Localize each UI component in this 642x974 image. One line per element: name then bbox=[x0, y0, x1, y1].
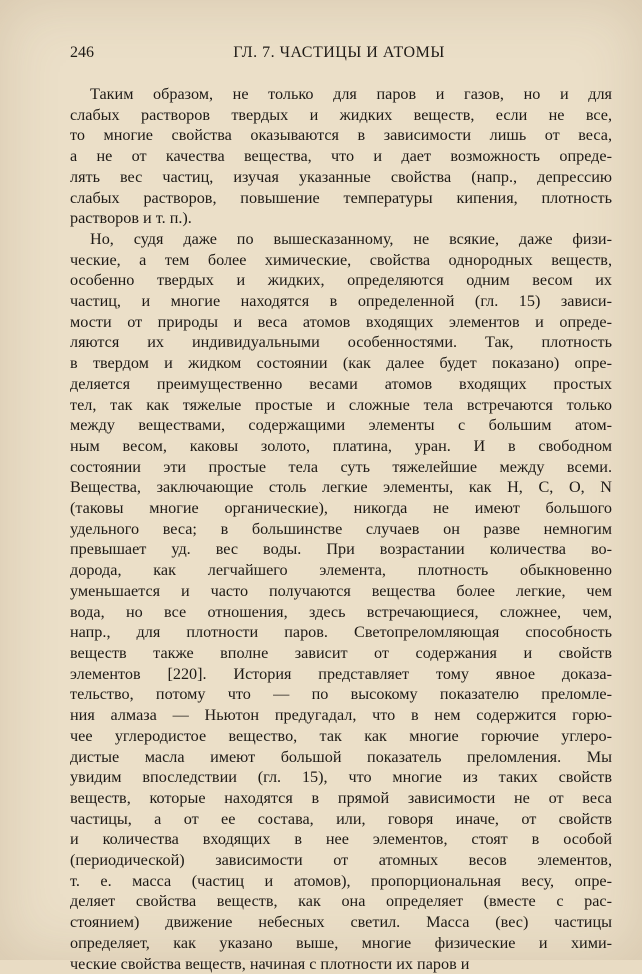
text-line: стоянием) движение небесных светил. Масса (вес) частицы bbox=[70, 913, 612, 932]
text-line: ния алмаза — Ньютон предугадал, что в нем содержится горю- bbox=[70, 706, 612, 725]
running-head: ГЛ. 7. ЧАСТИЦЫ И АТОМЫ bbox=[233, 44, 445, 61]
text-line: увидим впоследствии (гл. 15), что многие из таких свойств bbox=[70, 768, 612, 787]
text-line: а не от качества вещества, что и дает возможность опреде- bbox=[70, 147, 612, 166]
text-line: частиц, и многие находятся в определенной (гл. 15) зависи- bbox=[70, 292, 612, 311]
text-line: особенно твердых и жидких, определяются одним весом их bbox=[70, 271, 612, 290]
text-line: Но, судя даже по вышесказанному, не всякие, даже физи- bbox=[90, 229, 612, 248]
text-line: напр., для плотности паров. Светопреломляющая способность bbox=[70, 623, 612, 642]
text-line: в твердом и жидком состоянии (как далее будет показано) опре- bbox=[70, 354, 612, 373]
text-line: ляются их индивидуальными особенностями. Так, плотность bbox=[70, 333, 612, 352]
text-line: т. е. масса (частиц и атомов), пропорциональная весу, опре- bbox=[70, 871, 612, 890]
text-line: чее углеродистое вещество, так как многие горючие углеро- bbox=[70, 726, 612, 745]
text-line: растворов и т. п.). bbox=[70, 209, 192, 228]
text-line: мости от природы и веса атомов входящих элементов и опреде- bbox=[70, 312, 612, 331]
page-header bbox=[70, 44, 608, 68]
text-line: элементов [220]. История представляет тому явное доказа- bbox=[70, 664, 612, 683]
text-line: тельство, потому что — по высокому показателю преломле- bbox=[70, 685, 612, 704]
text-line: вода, но все отношения, здесь встречающиеся, сложнее, чем, bbox=[70, 602, 612, 621]
text-line: дорода, как легчайшего элемента, плотность обыкновенно bbox=[70, 561, 612, 580]
text-line: то многие свойства оказываются в зависимости лишь от веса, bbox=[70, 126, 612, 145]
text-line: слабых растворов твердых и жидких веществ, если не все, bbox=[70, 105, 612, 124]
text-line: (таковы многие органические), никогда не имеют большого bbox=[70, 499, 612, 518]
text-line: тел, так как тяжелые простые и сложные тела встречаются только bbox=[70, 395, 612, 414]
text-line: деляет свойства веществ, как она определяет (вместе с рас- bbox=[70, 892, 612, 911]
text-line: Таким образом, не только для паров и газов, но и для bbox=[90, 85, 612, 103]
paragraph bbox=[70, 84, 612, 229]
text-line: определяет, как указано выше, многие физические и хими- bbox=[70, 933, 612, 952]
text-line: дистые масла имеют большой показатель преломления. Мы bbox=[70, 747, 612, 766]
text-line: ным весом, каковы золото, платина, уран. И в свободном bbox=[70, 436, 612, 455]
text-line: веществ также вполне зависит от содержания и свойств bbox=[70, 643, 612, 662]
text-line: деляется преимущественно весами атомов входящих простых bbox=[70, 374, 612, 393]
text-line: частицы, а от ее состава, или, говоря иначе, от свойств bbox=[70, 809, 612, 828]
text-line: превышает уд. вес воды. При возрастании количества во- bbox=[70, 540, 612, 559]
text-line: ческие, а тем более химические, свойства однородных веществ, bbox=[70, 250, 612, 269]
text-line: веществ, которые находятся в прямой зависимости не от веса bbox=[70, 788, 612, 807]
text-line: Вещества, заключающие столь легкие элементы, как H, C, O, N bbox=[70, 478, 612, 497]
text-line: уменьшается и часто получаются вещества более легкие, чем bbox=[70, 581, 612, 600]
text-line: слабых растворов, повышение температуры кипения, плотность bbox=[70, 188, 612, 207]
page-body bbox=[70, 84, 612, 974]
text-line: и количества входящих в нее элементов, стоят в особой bbox=[70, 830, 612, 849]
text-line: ческие свойства веществ, начиная с плотности их паров и bbox=[70, 954, 470, 973]
text-line: (периодической) зависимости от атомных весов элементов, bbox=[70, 851, 612, 870]
text-line: лять вес частиц, изучая указанные свойства (напр., депрессию bbox=[70, 167, 612, 186]
page-number: 246 bbox=[70, 44, 94, 61]
text-line: состоянии эти простые тела суть тяжелейшие между всеми. bbox=[70, 457, 612, 476]
paragraph bbox=[70, 229, 612, 974]
text-line: между веществами, содержащими элементы с большим атом- bbox=[70, 416, 612, 435]
text-line: удельного веса; в большинстве случаев он разве немногим bbox=[70, 519, 612, 538]
